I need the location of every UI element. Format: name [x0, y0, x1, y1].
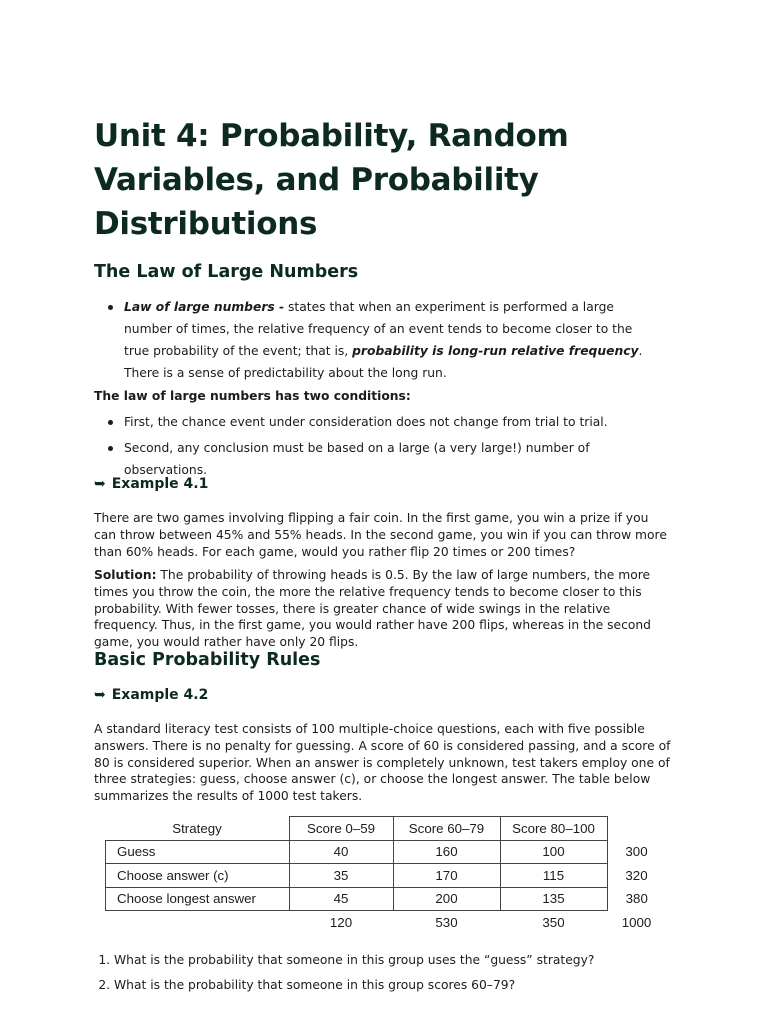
arrow-icon: ➥	[94, 476, 106, 492]
row-total-cell: 300	[625, 844, 648, 860]
table-cell: 45	[289, 887, 393, 911]
page-title: Unit 4: Probability, Random Variables, and Probability Distributions	[94, 118, 569, 242]
bullet-dot	[108, 446, 113, 451]
example-heading-label: Example 4.1	[111, 476, 209, 492]
table-row	[106, 887, 667, 911]
table-empty-cell	[106, 911, 290, 934]
table-cell: 160	[393, 840, 500, 864]
term-law-of-large-numbers: Law of large numbers -	[124, 300, 285, 314]
table-header-cell: Score 60–79	[393, 817, 500, 841]
example-4-1-question: There are two games involving flipping a fair coin. In the first game, you win a prize if you can throw between 45% and 55% heads. In the second game, you win if you can throw more than 60% heads. For each game, would you rather flip 20 times or 200 times?	[94, 511, 667, 559]
row-total-cell: 320	[625, 867, 648, 883]
definition-emphasis: probability is long-run relative frequency	[352, 344, 639, 358]
definition-text-b: . There is a sense of predictability about the long run.	[124, 344, 643, 380]
question-item: 1. What is the probability that someone in this group uses the “guess” strategy?	[114, 948, 594, 973]
example-heading-label: Example 4.2	[111, 687, 209, 703]
question-list	[94, 948, 594, 998]
column-total-cell: 530	[435, 914, 458, 930]
example-heading-4-2	[94, 686, 208, 704]
section-heading-basic-probability-rules: Basic Probability Rules	[94, 650, 321, 670]
example-heading-4-1	[94, 475, 208, 493]
table-header-row	[106, 817, 667, 841]
arrow-icon: ➥	[94, 687, 106, 703]
conditions-label: The law of large numbers has two conditions:	[94, 389, 411, 403]
row-label-cell: Choose longest answer	[106, 887, 290, 911]
row-label-cell: Guess	[106, 840, 290, 864]
example-4-2-text: A standard literacy test consists of 100 multiple-choice questions, each with five possible answers. There is no penalty for guessing. A score of 60 is considered passing, and a score of 80 is considered superior. When an answer is completely unknown, test takers employ one of three strategies: guess, choose answer (c), or choose the longest answer. The table below summarizes the results of 1000 test takers.	[94, 722, 671, 804]
table-empty-cell	[607, 817, 666, 841]
table-row	[106, 864, 667, 888]
condition-item-1	[94, 411, 654, 433]
question-item: 2. What is the probability that someone in this group scores 60–79?	[114, 973, 594, 998]
row-total-cell: 380	[625, 891, 648, 907]
condition-text: Second, any conclusion must be based on a large (a very large!) number of observations.	[124, 441, 590, 477]
column-total-cell: 350	[542, 914, 565, 930]
condition-text: First, the chance event under consideration does not change from trial to trial.	[124, 415, 608, 429]
table-cell: 170	[393, 864, 500, 888]
table-header-cell: Strategy	[172, 820, 222, 836]
bullet-law-definition	[94, 296, 654, 384]
example-4-1-solution	[94, 567, 674, 651]
table-cell: 200	[393, 887, 500, 911]
section-heading-law-of-large-numbers: The Law of Large Numbers	[94, 262, 359, 282]
bullet-text	[124, 296, 644, 384]
table-header-cell: Score 0–59	[289, 817, 393, 841]
strategy-score-table	[105, 816, 667, 934]
column-total-cell: 120	[329, 914, 353, 930]
table-row	[106, 840, 667, 864]
definition-text-a: states that when an experiment is performed a large number of times, the relative frequency of an event tends to become closer to the true probability of the event; that is,	[124, 300, 633, 358]
table-cell: 40	[289, 840, 393, 864]
table-cell: 135	[500, 887, 607, 911]
table-cell: 35	[289, 864, 393, 888]
table-cell: 115	[500, 864, 607, 888]
grand-total-cell: 1000	[621, 914, 652, 930]
solution-label: Solution:	[94, 568, 157, 582]
bullet-dot	[108, 305, 113, 310]
bullet-dot	[108, 420, 113, 425]
table-cell: 100	[500, 840, 607, 864]
table-totals-row	[106, 911, 667, 934]
table-header-cell: Score 80–100	[500, 817, 607, 841]
row-label-cell: Choose answer (c)	[106, 864, 290, 888]
solution-text: The probability of throwing heads is 0.5. By the law of large numbers, the more times you throw the coin, the more the relative frequency tends to become closer to this probability. With fewer tosses, there is greater chance of wide swings in the relative frequency. Thus, in the first game, you would rather have 200 flips, whereas in the second game, you would rather have only 20 flips.	[94, 568, 651, 650]
